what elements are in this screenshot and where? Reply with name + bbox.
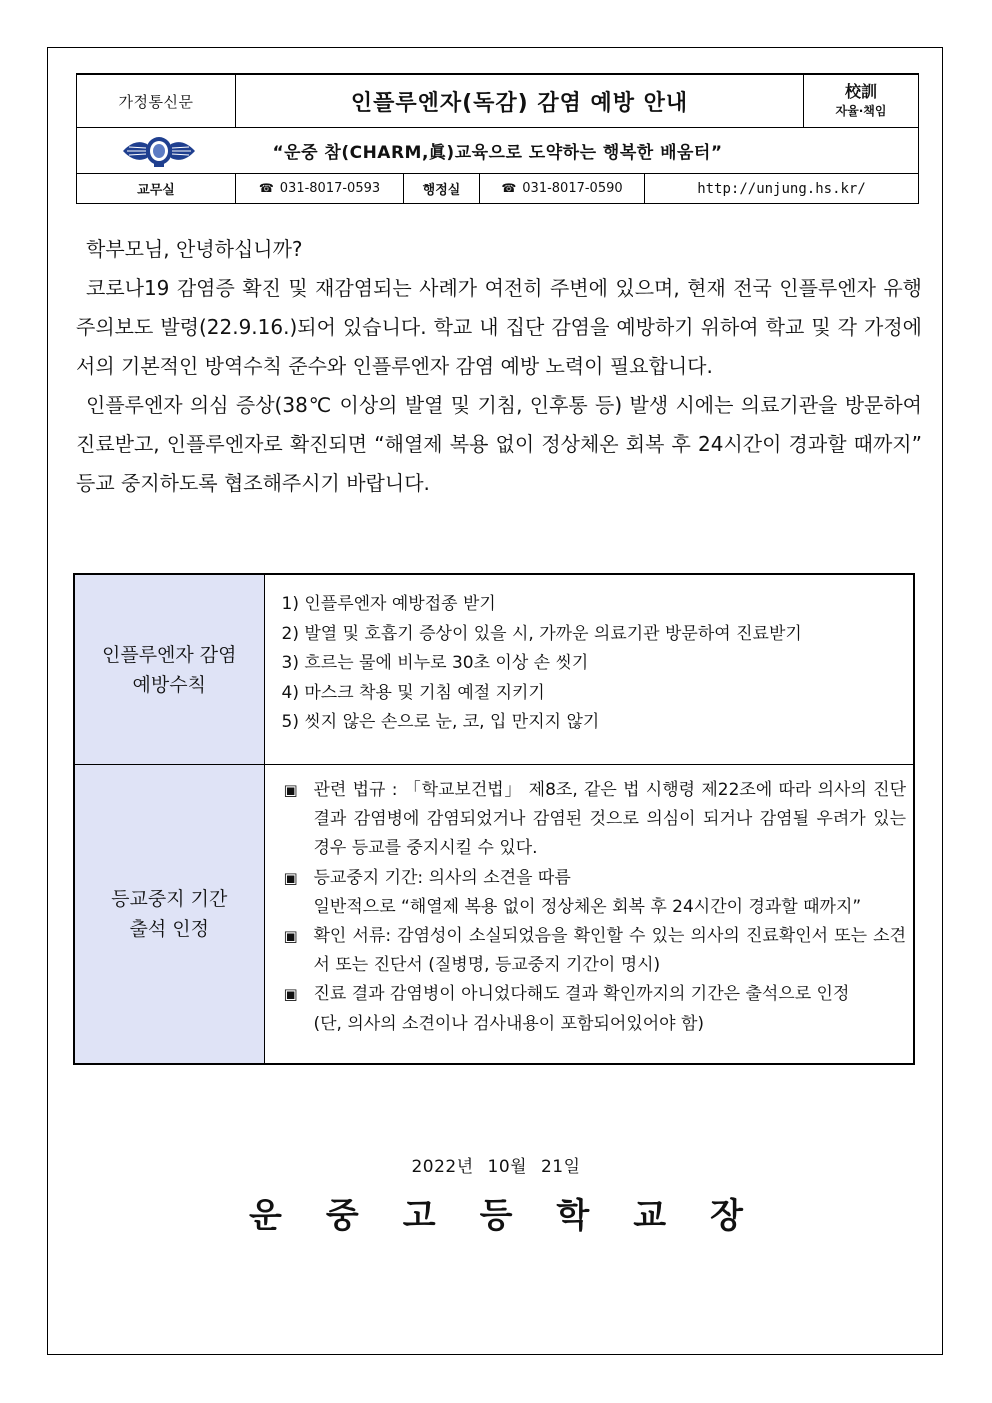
office2-phone: 031-8017-0590 [522,181,623,196]
school-emblem-icon [121,134,197,168]
phone-icon: ☎ [258,181,274,195]
rule-item [284,1010,907,1039]
prevention-list [266,576,913,738]
paragraph-2: 인플루엔자 의심 증상(38℃ 이상의 발열 및 기침, 인후통 등) 발생 시에는 의료기관을 방문하여 진료받고, 인플루엔자로 확진되면 “해열제 복용 없이 정상체온 회복 후 24시간이 경과할 때까지” 등교 중지하도록 협조해주시기 바랍니다. [76,393,922,495]
list-item: 1) 인플루엔자 예방접종 받기 [281,594,496,614]
info-table [73,573,915,1065]
document-title: 인플루엔자(독감) 감염 예방 안내 [236,74,804,128]
letter-body [76,230,922,503]
rule-item [284,980,907,1009]
school-motto-text: 자율·책임 [835,103,887,118]
website-link[interactable]: http://unjung.hs.kr/ [645,174,919,204]
office1-phone-cell [236,174,404,204]
attendance-rules-cell [264,765,914,1065]
list-item: 2) 발열 및 호흡기 증상이 있을 시, 가까운 의료기관 방문하여 진료받기 [281,623,802,644]
category-label: 가정통신문 [77,74,236,128]
school-motto-label: 校訓 [844,82,877,102]
list-item: 4) 마스크 착용 및 기침 예절 지키기 [281,682,545,703]
rule-item [284,776,907,864]
paragraph-1: 코로나19 감염증 확진 및 재감염되는 사례가 여전히 주변에 있으며, 현재 전국 인플루엔자 유행주의보도 발령(22.9.16.)되어 있습니다. 학교 내 집단 감염을 예방하기 위하여 학교 및 각 가정에서의 기본적인 방역수칙 준수와 인플루엔자 감염 예방 노력이 필요합니다. [76,276,922,378]
rule-text: 확인 서류: 감염성이 소실되었음을 확인할 수 있는 의사의 진료확인서 또는 소견서 또는 진단서 (질병명, 등교중지 기간이 명시) [313,926,906,976]
letterhead-table [76,73,919,204]
rule-text: 관련 법규 : 「학교보건법」 제8조, 같은 법 시행령 제22조에 따라 의사의 진단 결과 감염병에 감염되었거나 감염된 것으로 의심이 되거나 감염될 우려가 있는 경우 등교를 중지시킬 수 있다. [313,780,906,859]
prevention-label [74,574,264,765]
list-item: 5) 씻지 않은 손으로 눈, 코, 입 만지지 않기 [281,712,600,732]
rule-text: (단, 의사의 소견이나 검사내용이 포함되어있어야 함) [313,1013,705,1034]
prevention-label-line1: 인플루엔자 감염 [101,643,237,666]
rule-item [284,922,907,980]
rule-text: 등교중지 기간: 의사의 소견을 따름 [313,867,571,888]
school-motto-cell [804,74,919,128]
bullet-square-icon: ▣ [283,927,298,946]
principal-signature: 운중고등학교장 [249,1196,787,1236]
list-item: 3) 흐르는 물에 비누로 30초 이상 손 씻기 [281,653,589,673]
rule-text: 진료 결과 감염병이 아니었다해도 결과 확인까지의 기간은 출석으로 인정 [313,984,850,1005]
prevention-label-line2: 예방수칙 [132,673,206,696]
rule-item [284,893,907,922]
greeting: 학부모님, 안녕하십니까? [86,237,303,261]
motto-row [77,128,919,174]
attendance-label-line1: 등교중지 기간 [111,888,228,910]
attendance-rules [266,766,913,1039]
office1-label: 교무실 [77,174,236,204]
office1-phone: 031-8017-0593 [279,181,381,196]
bullet-square-icon: ▣ [283,985,298,1004]
office2-label: 행정실 [404,174,480,204]
rule-item [284,864,907,893]
motto-text: “운중 참(CHARM,眞)교육으로 도약하는 행복한 배움터” [272,143,723,163]
attendance-label [74,765,264,1065]
attendance-label-line2: 출석 인정 [129,918,209,940]
prevention-list-cell [264,574,914,765]
phone-icon: ☎ [501,181,517,195]
office2-phone-cell [480,174,645,204]
rule-text: 일반적으로 “해열제 복용 없이 정상체온 회복 후 24시간이 경과할 때까지” [313,896,862,917]
bullet-square-icon: ▣ [283,781,298,799]
issue-date: 2022년 10월 21일 [411,1157,581,1177]
bullet-square-icon: ▣ [283,868,298,887]
